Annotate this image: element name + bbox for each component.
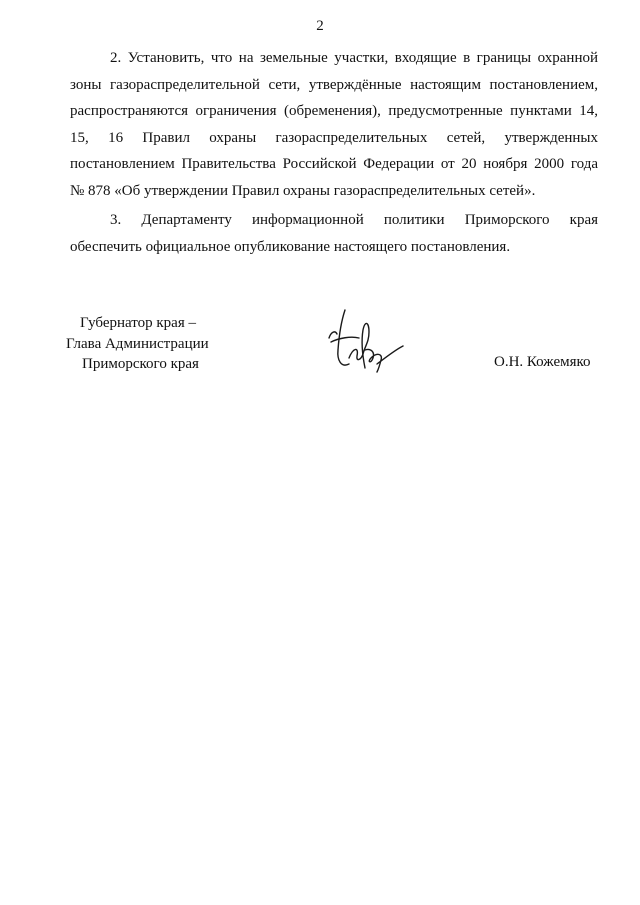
signatory-title [66,313,226,375]
signatory-title-line: Приморского края [82,356,199,372]
signatory-title-line: Губернатор края – [80,315,196,331]
paragraph-line: 15, 16 Правил охраны газораспределительных сетей, утвержденных [70,129,598,146]
paragraph-line: 3. Департаменту информационной политики Приморского края [110,212,598,228]
page-number: 2 [316,18,324,34]
signer-name: О.Н. Кожемяко [494,354,591,370]
paragraph-line: № 878 «Об утверждении Правил охраны газораспределительных сетей». [70,182,536,199]
paragraph-line: обеспечить официальное опубликование настоящего постановления. [70,238,511,255]
paragraph-item-3 [70,207,598,260]
paragraph-item-2 [70,45,598,204]
document-body [70,45,598,260]
handwritten-signature [325,302,407,382]
paragraph-line: 2. Установить, что на земельные участки, входящие в границы охранной [110,50,598,66]
paragraph-line: постановлением Правительства Российской Федерации от 20 ноября 2000 года [70,156,598,172]
signatory-title-line: Глава Администрации [66,335,209,352]
paragraph-line: распространяются ограничения (обременения), предусмотренные пунктами 14, [70,103,598,119]
paragraph-line: зоны газораспределительной сети, утверждённые настоящим постановлением, [70,76,598,93]
